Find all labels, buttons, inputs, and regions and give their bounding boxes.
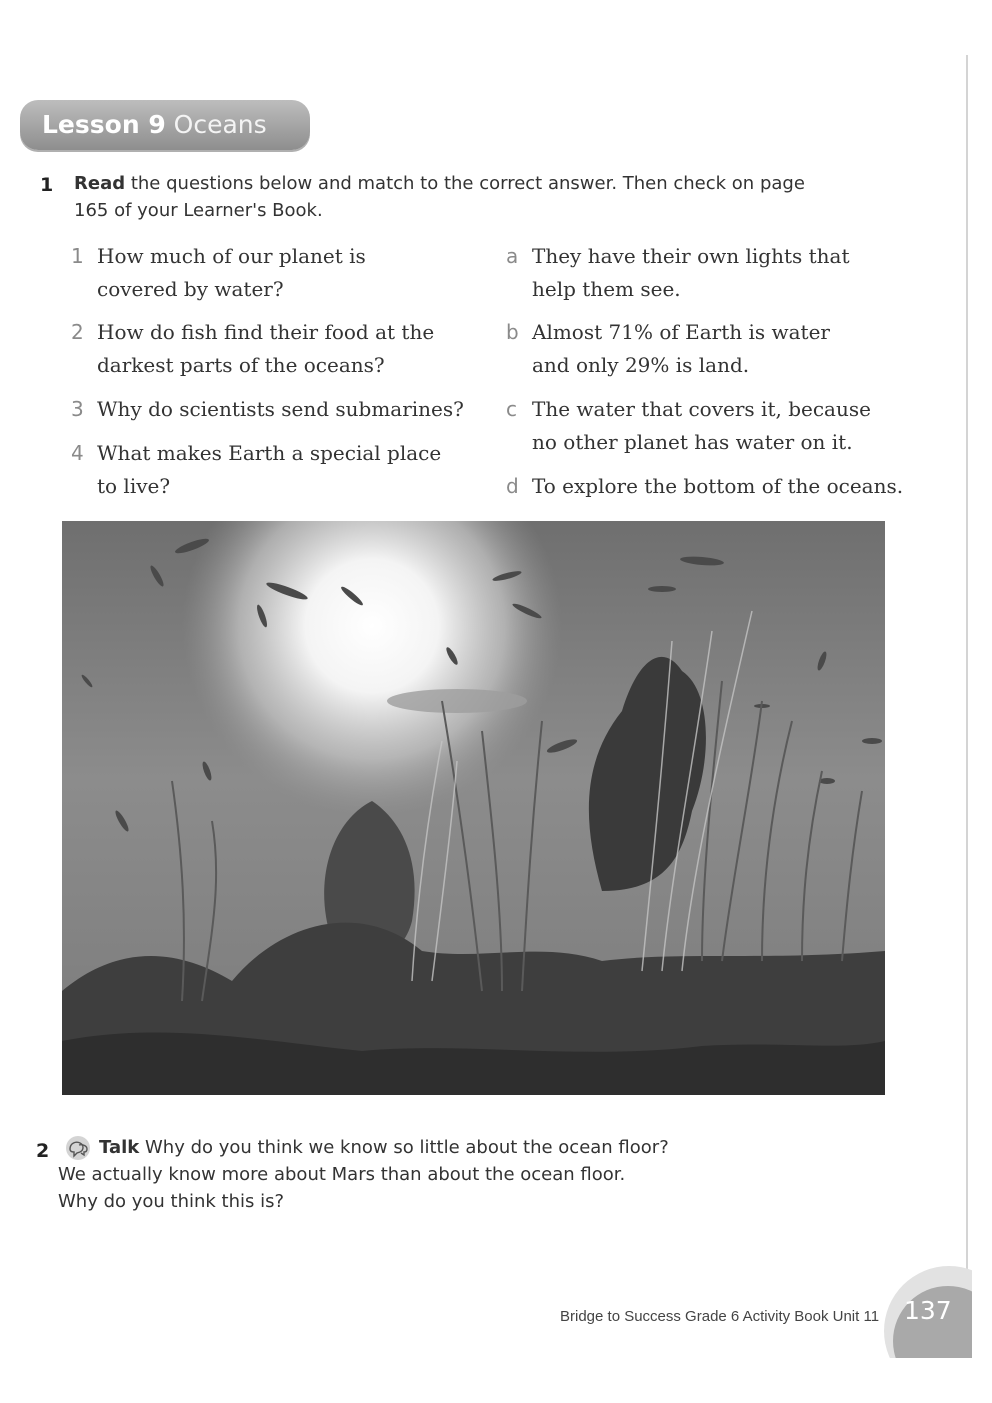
- lesson-title: [42, 110, 267, 139]
- question-marker: 2: [71, 320, 84, 344]
- page-edge-rule: [966, 55, 968, 1355]
- exercise-2-number: 2: [36, 1140, 50, 1162]
- question-marker: 1: [71, 244, 84, 268]
- underwater-photo: [62, 521, 885, 1095]
- exercise-2-line1: Why do you think we know so little about the ocean floor?: [144, 1137, 669, 1158]
- answer-marker: d: [506, 474, 519, 498]
- footer-book-title: Bridge to Success Grade 6 Activity Book Unit 11: [560, 1308, 880, 1325]
- exercise-1-instruction: [74, 170, 894, 224]
- question-item: [71, 240, 491, 310]
- question-marker: 4: [71, 441, 84, 465]
- answer-text: Almost 71% of Earth is water and only 29% is land.: [532, 320, 830, 377]
- answer-text: The water that covers it, because no other planet has water on it.: [532, 397, 871, 454]
- answer-item: [506, 393, 926, 463]
- lesson-topic: Oceans: [173, 110, 267, 139]
- lesson-banner: [20, 100, 310, 150]
- answer-item: [506, 470, 926, 505]
- exercise-2-line2: We actually know more about Mars than about the ocean floor.: [58, 1164, 626, 1185]
- exercise-2-verb: Talk: [99, 1137, 140, 1158]
- question-text: How much of our planet is covered by water?: [97, 244, 366, 301]
- answer-item: [506, 240, 926, 310]
- question-item: [71, 393, 491, 428]
- page-number: 137: [904, 1296, 952, 1325]
- question-marker: 3: [71, 397, 84, 421]
- answer-text: To explore the bottom of the oceans.: [532, 474, 904, 498]
- lesson-label: Lesson 9: [42, 110, 166, 139]
- answer-item: [506, 316, 926, 386]
- question-item: [71, 316, 491, 386]
- answer-text: They have their own lights that help them see.: [532, 244, 850, 301]
- answer-marker: c: [506, 397, 517, 421]
- question-text: How do fish find their food at the darkest parts of the oceans?: [97, 320, 435, 377]
- exercise-1-instruction-line1: the questions below and match to the correct answer. Then check on page: [130, 173, 805, 194]
- question-text: What makes Earth a special place to live?: [97, 441, 442, 498]
- exercise-1-instruction-line2: 165 of your Learner's Book.: [74, 200, 323, 221]
- question-item: [71, 437, 491, 507]
- talk-icon: [64, 1135, 94, 1161]
- answer-marker: a: [506, 244, 519, 268]
- question-text: Why do scientists send submarines?: [97, 397, 464, 421]
- answer-marker: b: [506, 320, 519, 344]
- exercise-2-prompt: [99, 1134, 899, 1161]
- exercise-2-line3: Why do you think this is?: [58, 1191, 285, 1212]
- exercise-1-number: 1: [40, 174, 54, 196]
- exercise-1-verb: Read: [74, 173, 126, 194]
- page-number-tab: [880, 1266, 972, 1358]
